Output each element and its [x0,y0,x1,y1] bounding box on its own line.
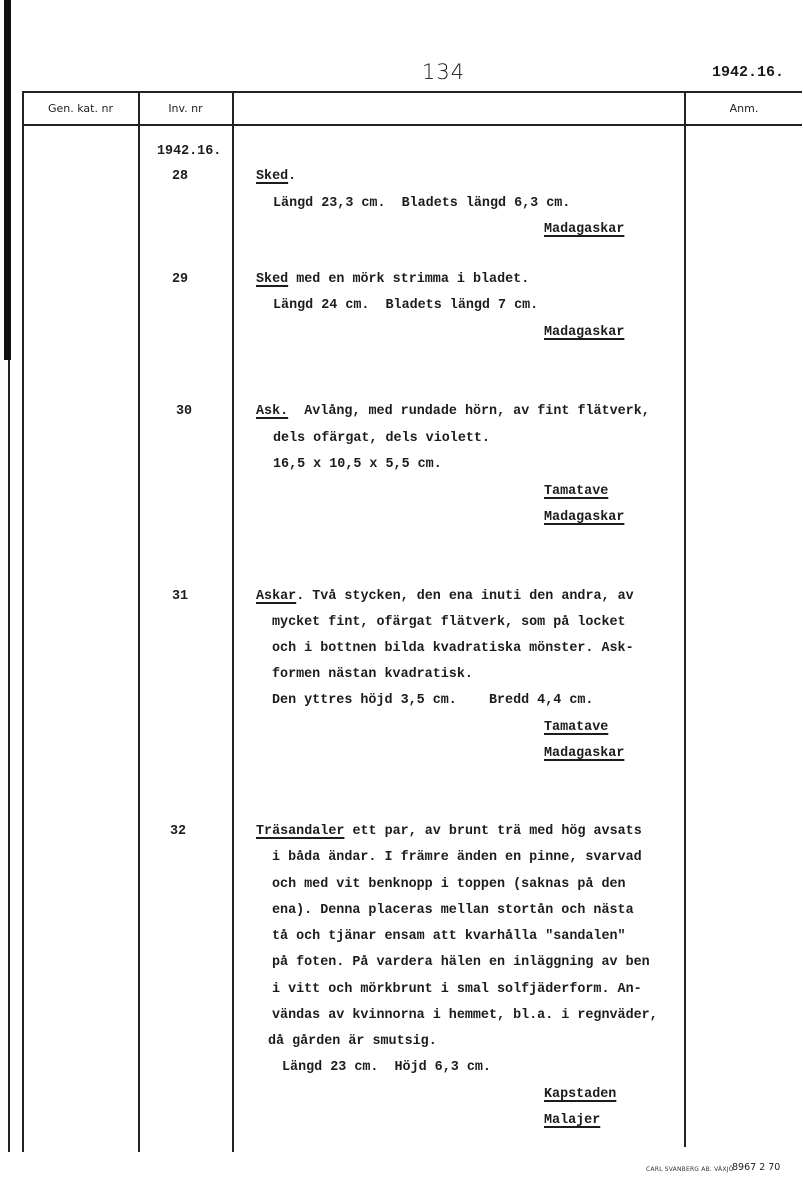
description-line: 16,5 x 10,5 x 5,5 cm. [273,457,442,472]
description-line: och i bottnen bilda kvadratiska mönster. Ask- [272,641,634,656]
entry-title-line [256,824,642,839]
page-reference: 1942.16. [712,64,785,81]
object-name: Askar [256,589,297,604]
description-line: Längd 23,3 cm. Bladets längd 6,3 cm. [273,196,571,211]
description-line: då gården är smutsig. [268,1034,437,1049]
description-line: i vitt och mörkbrunt i smal solfjäderform. An- [272,982,642,997]
place-label: Kapstaden [544,1087,617,1102]
page-number: 134 [422,60,466,84]
binding-edge-line [8,360,10,1152]
inv-number: 31 [172,589,189,604]
description-line: Längd 23 cm. Höjd 6,3 cm. [282,1060,491,1075]
column-divider-gen-inv [138,91,140,1152]
inv-number: 32 [170,824,187,839]
description-line: Den yttres höjd 3,5 cm. Bredd 4,4 cm. [272,693,594,708]
title-rest: . Två stycken, den ena inuti den andra, av [296,589,634,604]
description-line: på foten. På vardera hälen en inläggning av ben [272,955,650,970]
place-label: Madagaskar [544,746,625,761]
header-gen-kat-nr: Gen. kat. nr [48,101,113,115]
header-anm: Anm. [729,101,759,115]
printer-imprint: CARL SVANBERG AB. VÄXJÖ [646,1166,734,1173]
place-label: Madagaskar [544,325,625,340]
object-name: Sked [256,272,289,287]
column-divider-desc-anm [684,91,686,1147]
description-line: i båda ändar. I främre änden en pinne, svarvad [272,850,642,865]
inv-number: 28 [172,169,189,184]
table-left-border [22,91,24,1152]
form-code: 8967 2 70 [732,1162,781,1173]
object-name: Träsandaler [256,824,345,839]
entry-title-line [256,169,296,184]
header-inv-nr: Inv. nr [168,101,203,115]
description-line: dels ofärgat, dels violett. [273,431,490,446]
object-name: Ask. [256,404,289,419]
place-label: Tamatave [544,720,609,735]
place-label: Tamatave [544,484,609,499]
binding-edge-bar [4,0,11,360]
description-line: ena). Denna placeras mellan stortån och nästa [272,903,634,918]
place-label: Madagaskar [544,510,625,525]
place-label: Madagaskar [544,222,625,237]
column-divider-inv-desc [232,91,234,1152]
title-rest: med en mörk strimma i bladet. [288,272,530,287]
title-rest: ett par, av brunt trä med hög avsats [344,824,642,839]
inv-number: 30 [176,404,193,419]
series-prefix: 1942.16. [157,144,222,159]
description-line: Längd 24 cm. Bladets längd 7 cm. [273,298,539,313]
entry-title-line [256,404,650,419]
inv-number: 29 [172,272,189,287]
place-label: Malajer [544,1113,601,1128]
title-rest: Avlång, med rundade hörn, av fint flätverk, [288,404,650,419]
description-line: formen nästan kvadratisk. [272,667,473,682]
object-name: Sked [256,169,289,184]
title-rest: . [288,169,297,184]
entry-title-line [256,272,529,287]
entry-title-line [256,589,634,604]
description-line: tå och tjänar ensam att kvarhålla "sandalen" [272,929,626,944]
description-line: vändas av kvinnorna i hemmet, bl.a. i regnväder, [272,1008,658,1023]
description-line: mycket fint, ofärgat flätverk, som på locket [272,615,626,630]
description-line: och med vit benknopp i toppen (saknas på den [272,877,626,892]
